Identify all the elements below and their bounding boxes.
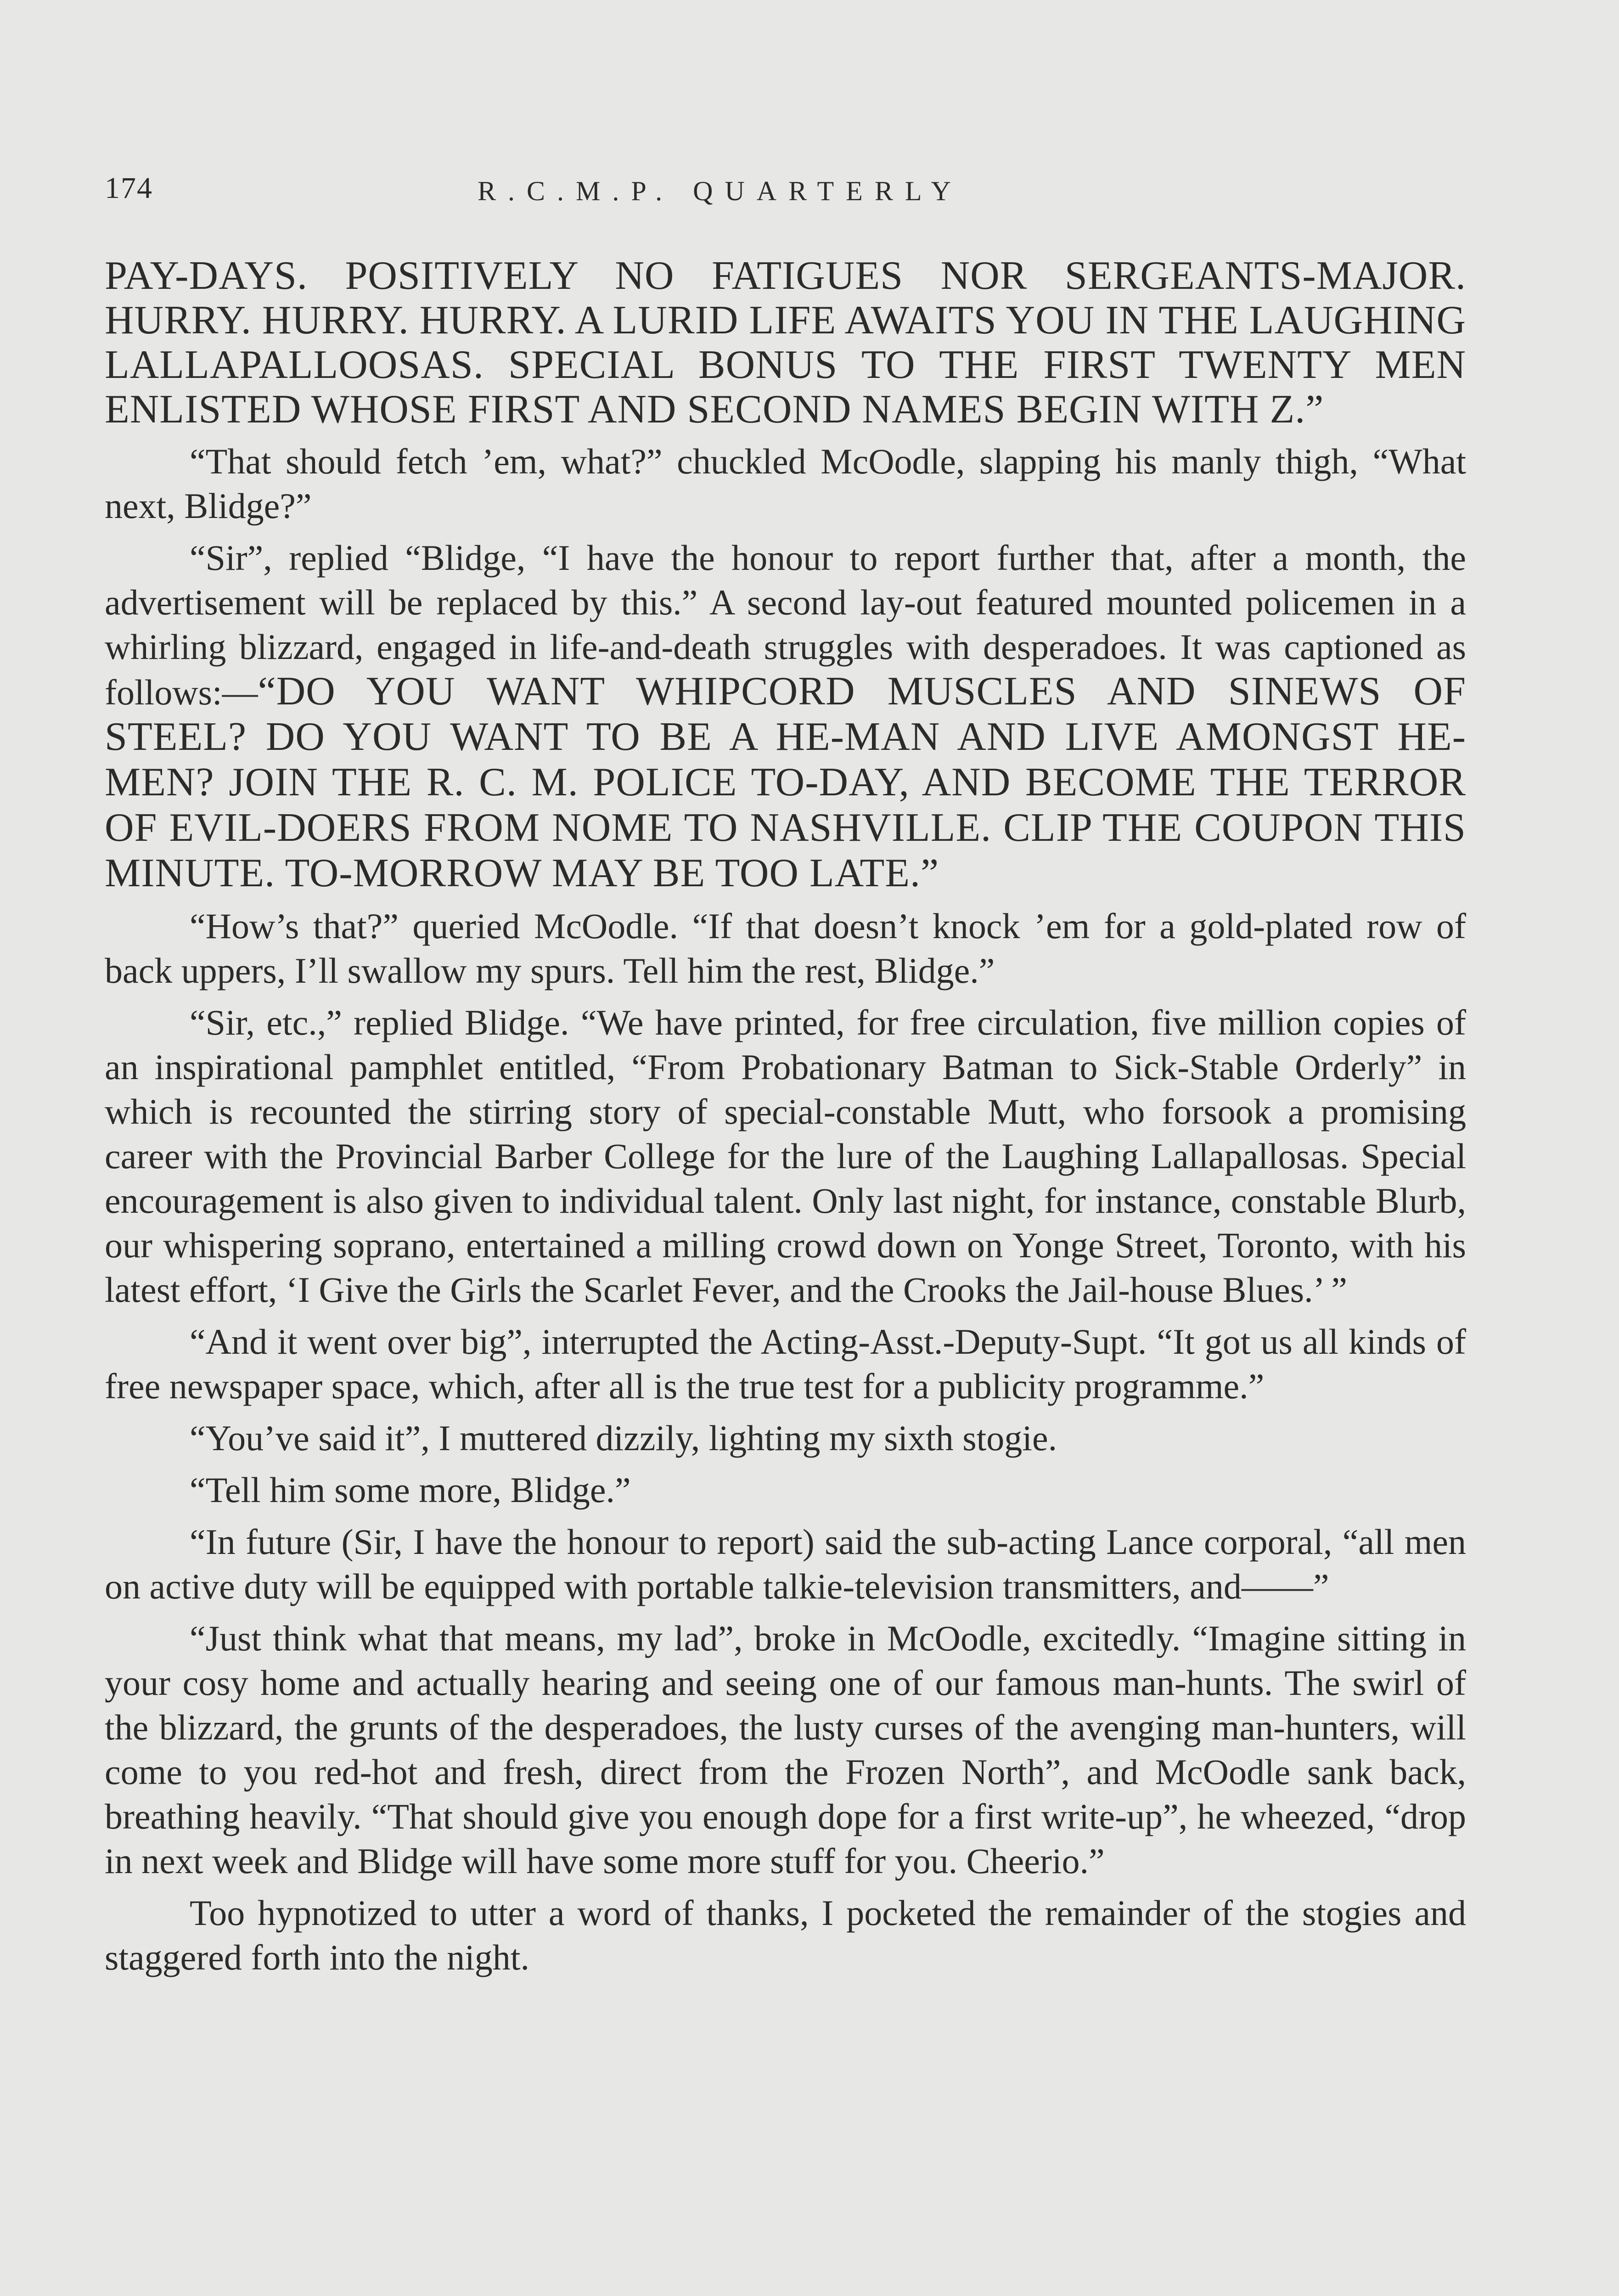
- running-head: R.C.M.P. QUARTERLY: [478, 176, 963, 206]
- paragraph-ad-continuation: PAY-DAYS. POSITIVELY NO FATIGUES NOR SERGEANTS-MAJOR. HURRY. HURRY. HURRY. A LURID LIFE AWAITS YOU IN THE LAUGHING LALLAPALLOOSAS. SPECIAL BONUS TO THE FIRST TWENTY MEN ENLISTED WHOSE FIRST AND SECOND NAMES BEGIN WITH Z.”: [105, 253, 1466, 432]
- paragraph-second-layout: [105, 535, 1466, 896]
- paragraph: “Just think what that means, my lad”, broke in McOodle, excitedly. “Imagine sitting in your cosy home and actually hearing and seeing one of our famous man-hunts. The swirl of the blizzard, the grunts of the desperadoes, the lusty curses of the avenging man-hunters, will come to you red-hot and fresh, direct from the Frozen North”, and McOodle sank back, breathing heavily. “That should give you enough dope for a first write-up”, he wheezed, “drop in next week and Blidge will have some more stuff for you. Cheerio.”: [105, 1618, 1466, 1881]
- article-body: [105, 253, 1466, 1987]
- paragraph: “Sir, etc.,” replied Blidge. “We have printed, for free circulation, five million copies of an inspirational pamphlet entitled, “From Probationary Batman to Sick-Stable Orderly” in which is recounted the stirring story of special-constable Mutt, who forsook a promising career with the Provincial Barber College for the lure of the Laughing Lallapallosas. Special encouragement is also given to individual talent. Only last night, for instance, constable Blurb, our whispering soprano, entertained a milling crowd down on Yonge Street, Toronto, with his latest effort, ‘I Give the Girls the Scarlet Fever, and the Crooks the Jail-house Blues.’ ”: [105, 1002, 1466, 1310]
- paragraph: Too hypnotized to utter a word of thanks, I pocketed the remainder of the stogies and staggered forth into the night.: [105, 1893, 1466, 1977]
- paragraph: “How’s that?” queried McOodle. “If that doesn’t knock ’em for a gold-plated row of back uppers, I’ll swallow my spurs. Tell him the rest, Blidge.”: [105, 906, 1466, 990]
- paragraph: “And it went over big”, interrupted the Acting-Asst.-Deputy-Supt. “It got us all kinds of free newspaper space, which, after all is the true test for a publicity programme.”: [105, 1322, 1466, 1406]
- page-number: 174: [105, 171, 153, 205]
- paragraph: “That should fetch ’em, what?” chuckled McOodle, slapping his manly thigh, “What next, Blidge?”: [105, 441, 1466, 526]
- paragraph-text: “Sir”, replied “Blidge, “I have the honour to report further that, after a month, the advertisement will be replaced by this.” A second lay-out featured mounted policemen in a whirling blizzard, engaged in life-and-death struggles with desperadoes. It was captioned as follows:—: [105, 538, 1466, 712]
- paragraph: “You’ve said it”, I muttered dizzily, lighting my sixth stogie.: [190, 1418, 1057, 1458]
- ad-caption: “DO YOU WANT WHIPCORD MUSCLES AND SINEWS OF STEEL? DO YOU WANT TO BE A HE-MAN AND LIVE AMONGST HE-MEN? JOIN THE R. C. M. POLICE TO-DAY, AND BECOME THE TERROR OF EVIL-DOERS FROM NOME TO NASHVILLE. CLIP THE COUPON THIS MINUTE. TO-MORROW MAY BE TOO LATE.”: [105, 669, 1466, 895]
- paragraph: “In future (Sir, I have the honour to report) said the sub-acting Lance corporal, “all men on active duty will be equipped with portable talkie-television transmitters, and——”: [105, 1522, 1466, 1606]
- paragraph: “Tell him some more, Blidge.”: [190, 1470, 631, 1510]
